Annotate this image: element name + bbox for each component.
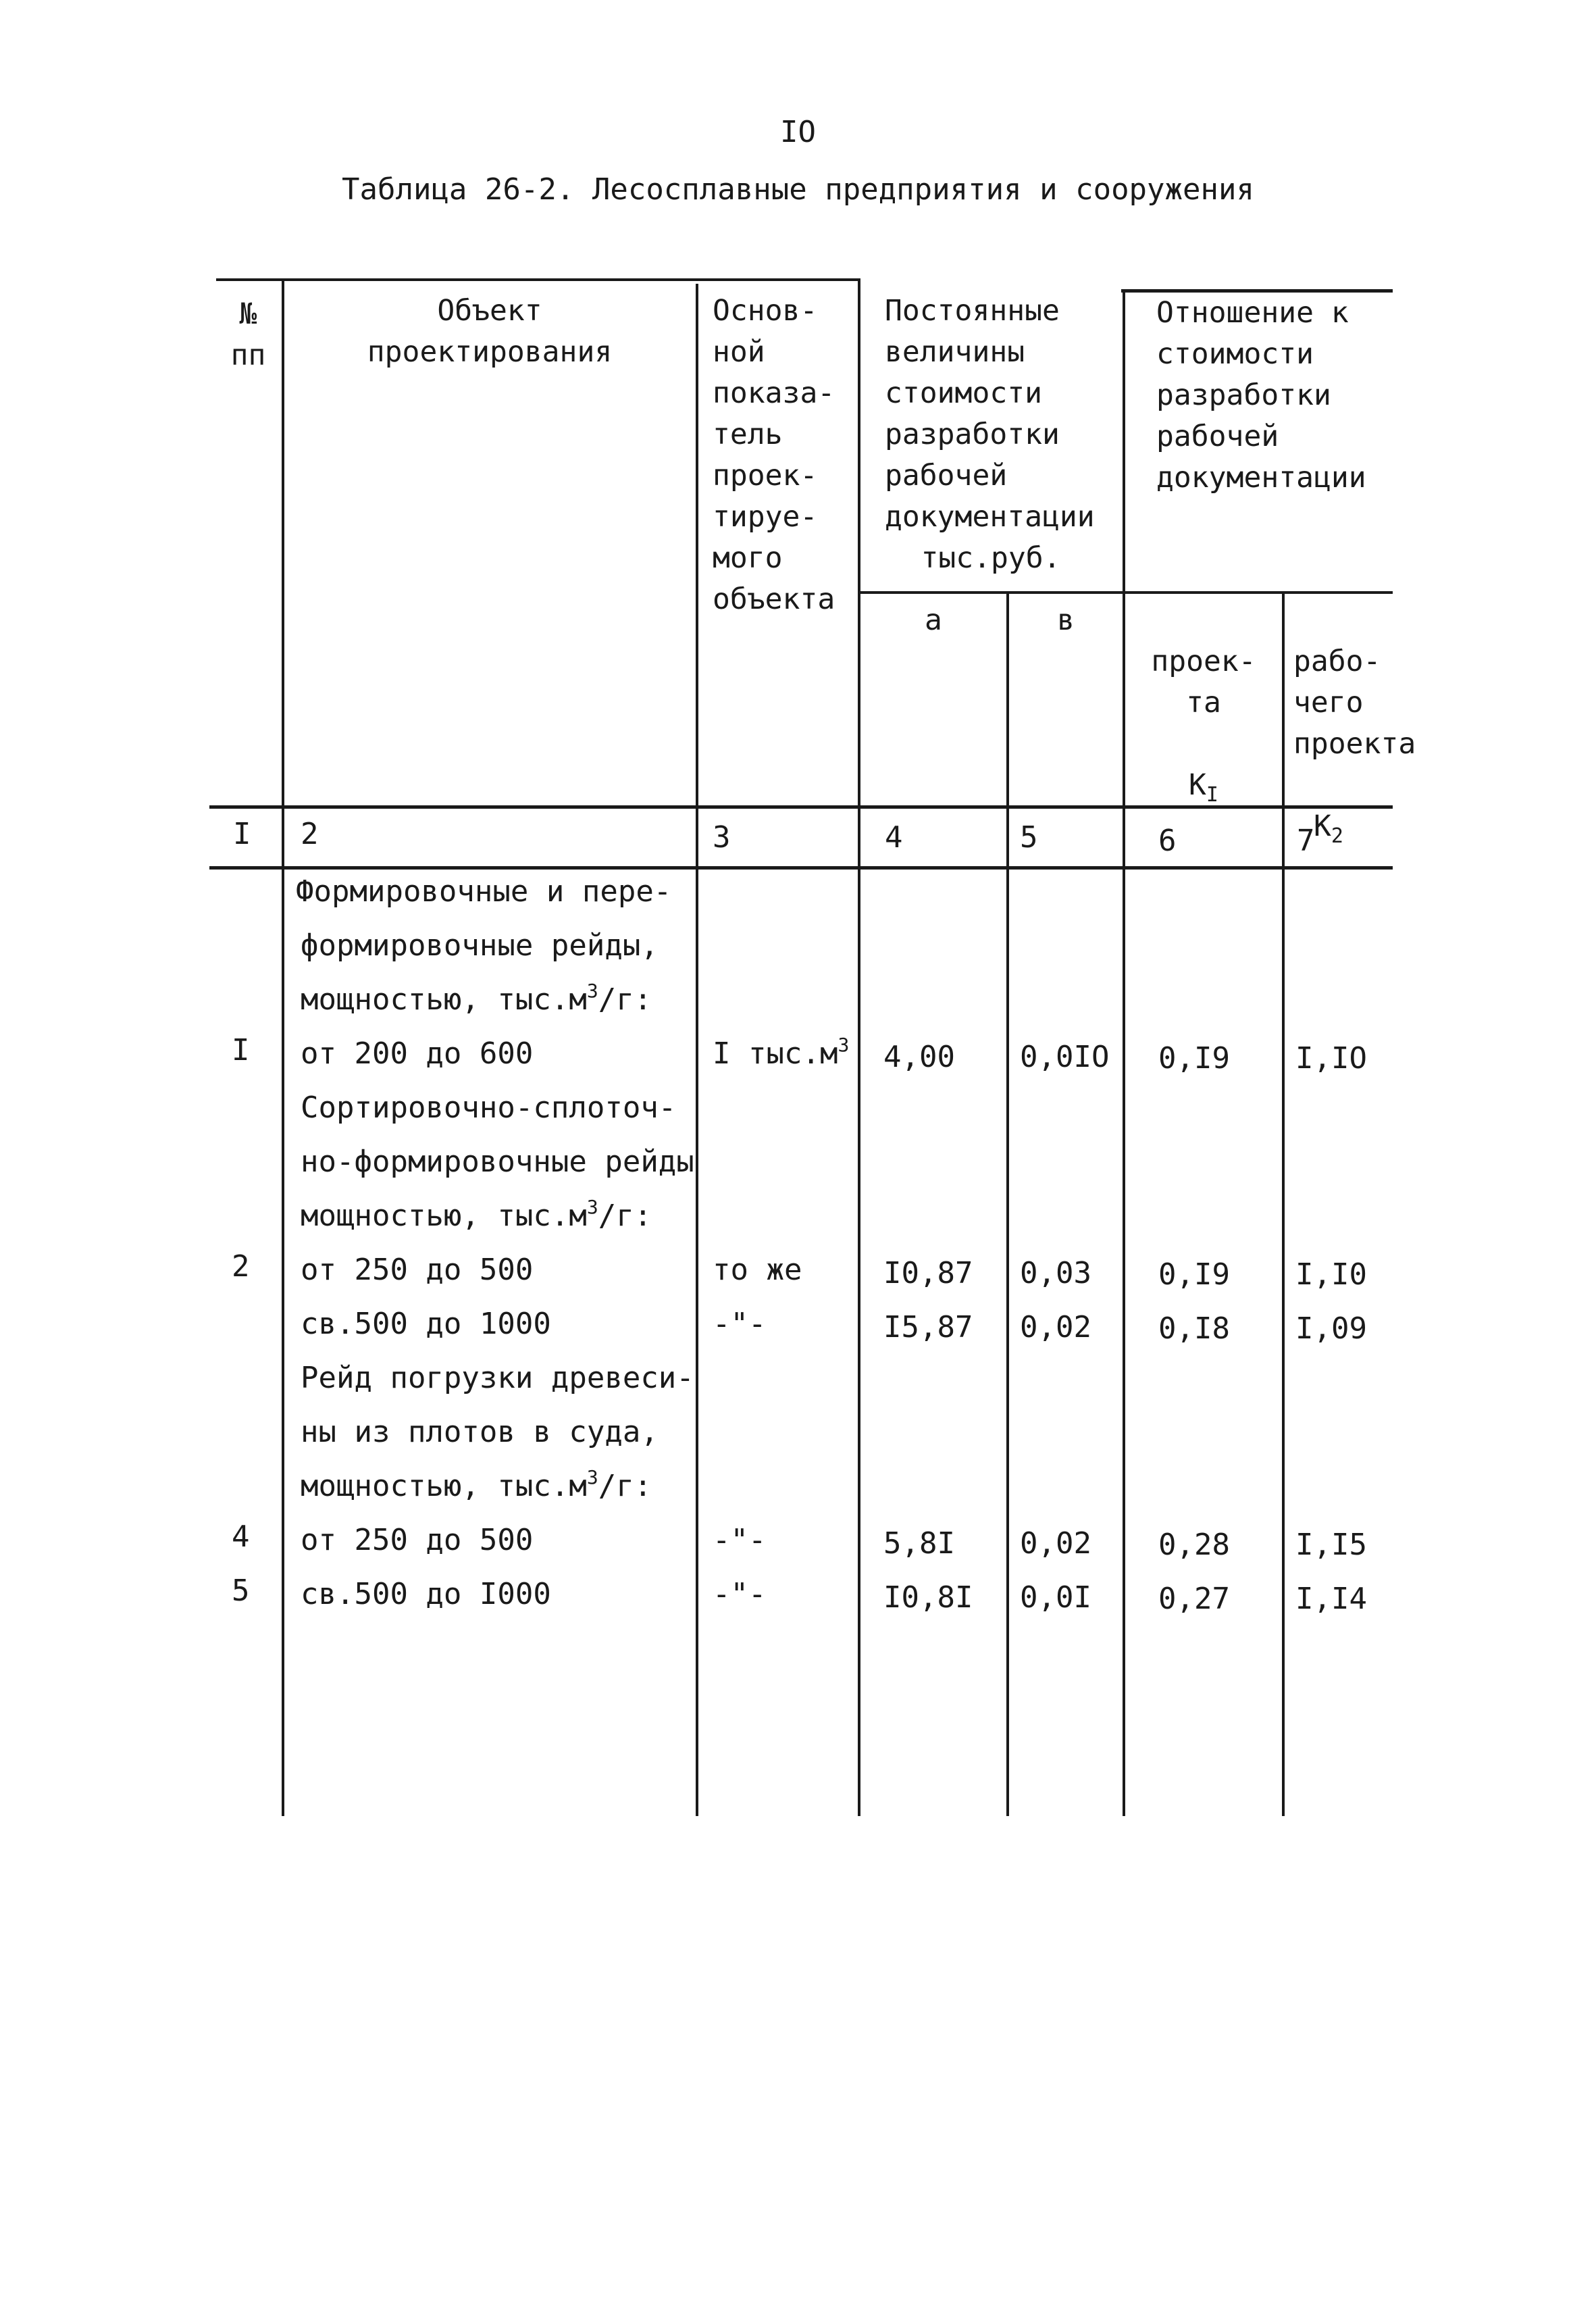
table-row-number: 4 (232, 1519, 250, 1554)
table-row-object: от 250 до 500 (301, 1523, 534, 1557)
column-number-5: 5 (1020, 820, 1038, 855)
header-row-number: № пп (230, 297, 266, 372)
table-row-object: св.500 до I000 (301, 1577, 551, 1611)
col-divider-1 (282, 278, 284, 1816)
column-number-2: 2 (301, 817, 319, 851)
table-row-object (301, 980, 652, 1020)
table-row-k1: 0,I8 (1158, 1311, 1230, 1346)
table-row-a: I0,8I (883, 1580, 973, 1615)
table-row-k1: 0,27 (1158, 1582, 1230, 1616)
header-ratio: Отношение к стоимости разработки рабочей документации (1156, 296, 1366, 495)
table-row-b: 0,02 (1020, 1526, 1091, 1561)
column-number-3: 3 (713, 820, 731, 855)
column-number-rule (209, 866, 1393, 870)
col-divider-6 (1282, 591, 1285, 1816)
table-row-b: 0,03 (1020, 1256, 1091, 1290)
table-row-number: 2 (232, 1249, 250, 1284)
table-row-object: формировочные рейды, (301, 928, 659, 963)
table-row-b: 0,0IO (1020, 1040, 1110, 1074)
header-fixed-values-unit: тыс.руб. (921, 541, 1061, 575)
table-row-object-text: мощностью, тыс.м (301, 1199, 587, 1233)
table-row-k1: 0,I9 (1158, 1041, 1230, 1076)
table-row-object-text: мощностью, тыс.м (301, 1469, 587, 1503)
header-col-k2-label: рабо- чего проекта (1293, 645, 1416, 761)
header-fixed-values: Постоянные величины стоимости разработки рабочей документации (885, 294, 1095, 534)
table-row-number: 5 (232, 1574, 250, 1608)
table-row-object (301, 1466, 652, 1507)
page-number: IO (780, 115, 816, 149)
table-row-object-tail: /г: (598, 1469, 652, 1503)
col-divider-2 (696, 284, 698, 1816)
table-row-indicator (713, 1034, 849, 1074)
table-row-object-tail: /г: (598, 1199, 652, 1233)
table-row-indicator-text: I тыс.м (713, 1036, 838, 1071)
table-row-a: 5,8I (883, 1526, 955, 1561)
table-row-object: от 250 до 500 (301, 1253, 534, 1287)
col-divider-4 (1006, 591, 1009, 1816)
column-number-7: 7 (1297, 824, 1315, 858)
table-row-k1: 0,I9 (1158, 1257, 1230, 1292)
subheader-rule (859, 591, 1393, 594)
header-indicator: Основ- ной показа- тель проек- тируе- мого объекта (713, 294, 835, 616)
header-col-k1 (1125, 600, 1282, 806)
table-row-object: ны из плотов в суда, (301, 1415, 659, 1449)
table-row-k2: I,09 (1295, 1311, 1367, 1346)
table-row-indicator: -"- (713, 1307, 767, 1341)
header-col-k1-label: проек- та (1151, 645, 1256, 720)
header-col-k2 (1293, 600, 1416, 848)
table-row-object: Рейд погрузки древеси- (301, 1361, 694, 1395)
superscript: 3 (838, 1034, 850, 1056)
header-col-k1-subscript: I (1206, 783, 1218, 807)
header-col-k2-symbol: К (1314, 809, 1331, 843)
table-row-k2: I,I0 (1295, 1257, 1367, 1292)
header-col-a: а (925, 603, 942, 637)
table-row-indicator: -"- (713, 1523, 767, 1557)
col-divider-3 (858, 278, 860, 1816)
table-row-number: I (232, 1033, 250, 1067)
table-row-object: от 200 до 600 (301, 1036, 534, 1071)
table-row-k2: I,I4 (1295, 1582, 1367, 1616)
superscript: 3 (586, 980, 598, 1002)
header-col-k1-symbol: К (1189, 768, 1206, 802)
table-row-b: 0,02 (1020, 1310, 1091, 1344)
col-divider-5 (1123, 289, 1125, 1816)
header-object: Объект проектирования (367, 294, 613, 369)
table-row-object-tail: /г: (598, 982, 652, 1017)
table-row-object: но-формировочные рейды (301, 1145, 694, 1179)
table-row-b: 0,0I (1020, 1580, 1091, 1615)
table-row-object: Формировочные и пере- (296, 874, 672, 909)
table-row-k2: I,IO (1295, 1041, 1367, 1076)
header-col-b: в (1057, 603, 1075, 637)
table-row-a: I5,87 (883, 1310, 973, 1344)
superscript: 3 (586, 1466, 598, 1488)
column-number-1: I (233, 817, 251, 851)
superscript: 3 (586, 1196, 598, 1218)
table-row-indicator: -"- (713, 1577, 767, 1611)
table-row-object (301, 1196, 652, 1236)
table-row-object-text: мощностью, тыс.м (301, 982, 587, 1017)
header-col-k2-subscript: 2 (1331, 824, 1343, 848)
top-rule-left (216, 278, 858, 281)
table-row-a: 4,00 (883, 1040, 955, 1074)
table-row-object: св.500 до 1000 (301, 1307, 551, 1341)
table-row-k1: 0,28 (1158, 1528, 1230, 1562)
table-title: Таблица 26-2. Лесосплавные предприятия и сооружения (341, 172, 1254, 207)
table-row-k2: I,I5 (1295, 1528, 1367, 1562)
column-number-4: 4 (885, 820, 903, 855)
table-row-a: I0,87 (883, 1256, 973, 1290)
table-row-indicator: то же (713, 1253, 802, 1287)
table-row-object: Сортировочно-сплоточ- (301, 1090, 677, 1125)
column-number-6: 6 (1158, 824, 1177, 858)
